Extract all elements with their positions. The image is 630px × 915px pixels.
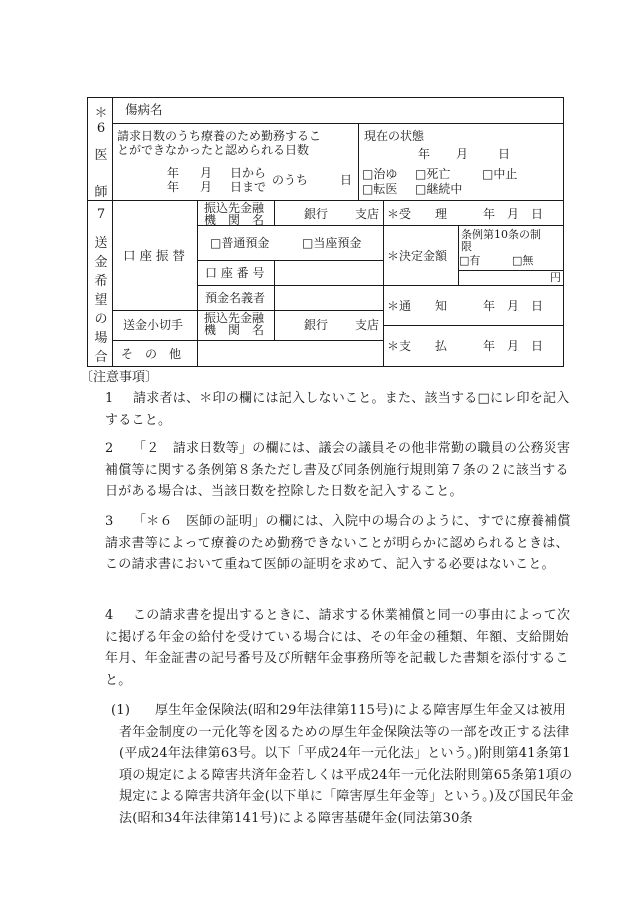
current-deposit-checkbox[interactable]: □当座預金 <box>302 236 362 250</box>
divider-v-value3 <box>274 285 275 310</box>
status-option-stopped[interactable]: □中止 <box>482 167 518 181</box>
divider-h-disease <box>112 123 564 124</box>
divider-h-row3 <box>197 285 564 286</box>
divider-v-value2 <box>274 260 275 285</box>
account-transfer-label: 口 座 振 替 <box>123 248 185 263</box>
paid-label: ＊支 払 <box>387 339 448 353</box>
to-day: 日まで <box>230 180 267 194</box>
divider-v-value4 <box>274 310 275 340</box>
table-border-top <box>87 97 564 98</box>
to-month: 月 <box>200 180 213 194</box>
section7-side-label: 7 送 金 希 望 の 場 合 <box>94 207 108 365</box>
check-branch-suffix: 支店 <box>355 318 380 332</box>
from-month: 月 <box>200 166 213 180</box>
work-days-label-line1: 請求日数のうち療養のため勤務するこ <box>117 129 322 143</box>
note-text: 「２ 請求日数等」の欄には、議会の議員その他非常勤の職員の公務災害補償等に関する条例第８条ただし書及び同条例施行規則第７条の２に該当する日がある場合は、当該日数を控除した日数を記入すること。 <box>105 441 571 499</box>
divider-h-check-end <box>112 340 383 341</box>
note-item-4-1 <box>105 700 575 829</box>
article10-label-line2: 限 <box>461 240 472 253</box>
note-text: 請求者は、＊印の欄には記入しないこと。また、該当する□にレ印を記入すること。 <box>105 391 570 428</box>
bank-institution-label-line2: 機 関 名 <box>204 213 265 227</box>
notified-date: 年 月 日 <box>483 299 544 313</box>
note-number: 4 <box>105 608 114 623</box>
table-border-right <box>563 97 564 367</box>
note-text: 厚生年金保険法(昭和29年法律第115号)による障害厚生年金又は被用者年金制度の一元化等を図るための厚生年金保険法等の一部を改正する法律(平成24年法律第63号。以下「平成24年一元化法」という。)附則第41条第1項の規定による障害共済年金若しくは平成24年一元化法附則第65条第1項の規定による障害共済年金(以下単に「障害厚生年金等」という。)及び国民年金法(昭和34年法律第141号)による障害基礎年金(同法第30条 <box>119 703 574 826</box>
paid-date: 年 月 日 <box>483 339 544 353</box>
note-text: この請求書を提出するときに、請求する休業補償と同一の事由によって次に掲げる年金の給付を受けている場合には、その年金の種類、年額、支給開始年月、年金証書の記号番号及び所轄年金事務所等を記載した書類を添付すること。 <box>105 608 571 688</box>
remittance-check-label: 送金小切手 <box>123 318 184 332</box>
bank-suffix: 銀行 <box>304 207 329 221</box>
status-day: 日 <box>498 147 511 161</box>
yen-unit: 円 <box>550 271 561 284</box>
decided-amount-label: ＊決定金額 <box>387 249 448 263</box>
note-number: 2 <box>105 441 114 456</box>
work-days-label-line2: とができなかったと認められる日数 <box>117 143 310 157</box>
note-number: 3 <box>105 514 114 529</box>
received-date: 年 月 日 <box>483 207 544 221</box>
ordinary-deposit-checkbox[interactable]: □普通預金 <box>210 236 270 250</box>
divider-v-status <box>358 123 359 201</box>
notes-heading: 〔注意事項〕 <box>80 370 159 385</box>
days-unit: 日 <box>340 173 353 187</box>
note-item-2 <box>105 438 575 503</box>
current-status-label: 現在の状態 <box>364 129 425 143</box>
status-option-died[interactable]: □死亡 <box>415 167 451 181</box>
status-month: 月 <box>456 147 469 161</box>
article10-no-checkbox[interactable]: □無 <box>512 254 534 267</box>
note-item-3 <box>105 511 575 576</box>
to-year: 年 <box>167 180 180 194</box>
account-number-label: 口 座 番 号 <box>205 266 265 280</box>
divider-h-office-yen <box>458 270 564 271</box>
section6-side-label: ＊ 6 医 師 <box>94 106 108 200</box>
table-border-bottom <box>87 366 564 367</box>
note-number: (1) <box>111 703 131 718</box>
notified-label: ＊通 知 <box>387 299 448 313</box>
divider-h-sec6-end <box>87 200 564 201</box>
check-bank-institution-line2: 機 関 名 <box>204 323 265 337</box>
status-option-continuing[interactable]: □継続中 <box>415 182 463 196</box>
disease-name-label: 傷病名 <box>125 102 163 117</box>
note-item-4 <box>105 605 575 691</box>
status-option-transferred[interactable]: □転医 <box>362 182 398 196</box>
from-year: 年 <box>167 166 180 180</box>
check-bank-institution-line1: 振込先金融 <box>204 311 265 325</box>
account-holder-label: 預金名義者 <box>205 291 266 305</box>
note-item-1 <box>105 388 575 431</box>
bank-institution-label-line1: 振込先金融 <box>204 201 265 215</box>
note-text: 「＊６ 医師の証明」の欄には、入院中の場合のように、すでに療養補償請求書等によって療養のため勤務できないことが明らかに認められるときは、この請求書において重ねて医師の証明を求めて、記入する必要はないこと。 <box>105 514 571 572</box>
branch-suffix: 支店 <box>355 207 380 221</box>
from-day: 日から <box>230 166 267 180</box>
received-label: ＊受 理 <box>387 207 448 221</box>
divider-h-row2 <box>197 260 383 261</box>
divider-h-office-notify <box>383 325 564 326</box>
status-year: 年 <box>418 147 431 161</box>
article10-label-line1: 条例第10条の制 <box>461 228 541 241</box>
article10-yes-checkbox[interactable]: □有 <box>459 254 481 267</box>
divider-v-value <box>274 200 275 225</box>
check-bank-suffix: 銀行 <box>304 318 329 332</box>
status-option-cured[interactable]: □治ゆ <box>362 167 398 181</box>
among-label: のうち <box>272 173 309 187</box>
note-number: 1 <box>105 391 114 406</box>
other-label: そ の 他 <box>121 347 182 361</box>
